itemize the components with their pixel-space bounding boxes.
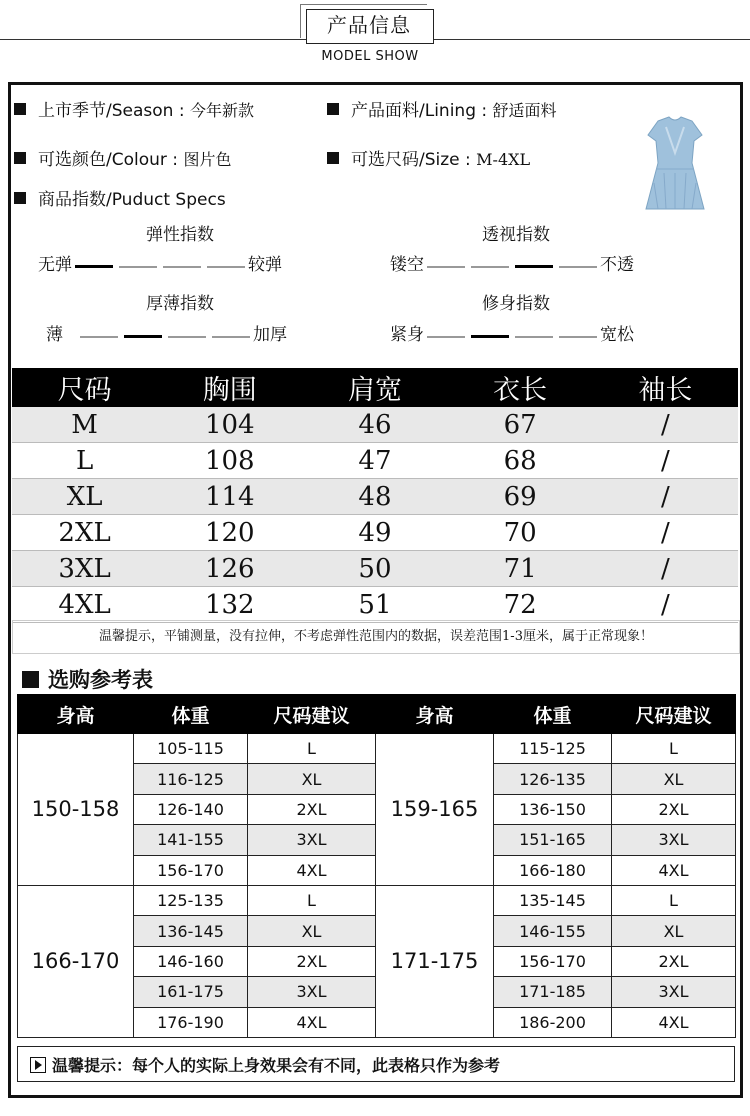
height-range: 171-175 — [376, 885, 494, 1037]
size-cell: 48 — [302, 479, 447, 515]
size-row — [12, 479, 738, 515]
size-cell: / — [593, 515, 738, 551]
size-cell: 47 — [302, 443, 447, 479]
size-advice: 2XL — [248, 946, 376, 976]
weight-range: 146-160 — [134, 946, 248, 976]
header-bust: 胸围 — [157, 368, 302, 407]
lining-info — [327, 96, 557, 121]
bullet-square-icon — [14, 192, 26, 204]
weight-range: 141-155 — [134, 825, 248, 855]
colour-value: 图片色 — [183, 150, 232, 169]
spec-segment — [163, 266, 201, 268]
size-cell: / — [593, 479, 738, 515]
size-advice: 2XL — [248, 794, 376, 824]
weight-range: 105-115 — [134, 734, 248, 764]
season-label: 上市季节/Season : — [38, 101, 185, 121]
spec-segment-active — [75, 265, 113, 268]
spec-segment-active — [515, 265, 553, 268]
weight-range: 151-165 — [494, 825, 612, 855]
header-title: 产品信息 — [327, 13, 411, 37]
size-cell: XL — [12, 479, 157, 515]
size-cell: 49 — [302, 515, 447, 551]
size-row — [12, 551, 738, 587]
spec-left-label: 薄 — [46, 325, 63, 345]
size-advice: 2XL — [612, 946, 736, 976]
height-range: 166-170 — [18, 885, 134, 1037]
size-cell: 2XL — [12, 515, 157, 551]
height-range: 159-165 — [376, 734, 494, 886]
spec-title: 弹性指数 — [146, 225, 214, 245]
size-advice: 3XL — [248, 977, 376, 1007]
spec-segment — [471, 266, 509, 268]
weight-range: 171-185 — [494, 977, 612, 1007]
reference-header — [18, 695, 736, 734]
size-cell: 69 — [448, 479, 593, 515]
height-range: 150-158 — [18, 734, 134, 886]
header-weight: 体重 — [134, 695, 248, 734]
size-advice: 4XL — [612, 1007, 736, 1037]
colour-info — [14, 145, 231, 170]
size-advice: 4XL — [248, 855, 376, 885]
size-cell: 71 — [448, 551, 593, 587]
size-cell: 114 — [157, 479, 302, 515]
size-row — [12, 407, 738, 443]
size-advice: 3XL — [612, 825, 736, 855]
colour-label: 可选颜色/Colour : — [38, 150, 179, 170]
size-cell: L — [12, 443, 157, 479]
spec-segment — [80, 336, 118, 338]
header-weight: 体重 — [494, 695, 612, 734]
header-shoulder: 肩宽 — [302, 368, 447, 407]
size-value: M-4XL — [476, 150, 531, 169]
header-length: 衣长 — [448, 368, 593, 407]
reference-note — [17, 1046, 735, 1082]
spec-scale — [77, 323, 253, 343]
weight-range: 161-175 — [134, 977, 248, 1007]
size-cell: 126 — [157, 551, 302, 587]
spec-scale — [72, 253, 248, 273]
size-cell: / — [593, 443, 738, 479]
spec-segment — [515, 336, 553, 338]
spec-segment — [207, 266, 245, 268]
size-cell: 108 — [157, 443, 302, 479]
spec-segment-active — [124, 335, 162, 338]
weight-range: 116-125 — [134, 764, 248, 794]
reference-table — [17, 694, 736, 1038]
size-table — [12, 368, 738, 623]
weight-range: 176-190 — [134, 1007, 248, 1037]
size-row — [12, 587, 738, 623]
weight-range: 115-125 — [494, 734, 612, 764]
spec-left-label: 紧身 — [390, 325, 424, 345]
lining-value: 舒适面料 — [492, 101, 557, 120]
size-cell: 120 — [157, 515, 302, 551]
size-info — [327, 145, 530, 170]
weight-range: 135-145 — [494, 885, 612, 915]
spec-segment — [119, 266, 157, 268]
size-cell: 70 — [448, 515, 593, 551]
weight-range: 126-140 — [134, 794, 248, 824]
bullet-square-icon — [22, 671, 39, 688]
size-cell: 68 — [448, 443, 593, 479]
spec-scale — [424, 323, 600, 343]
weight-range: 126-135 — [494, 764, 612, 794]
spec-title: 透视指数 — [482, 225, 550, 245]
spec-scale — [424, 253, 600, 273]
spec-segment — [559, 266, 597, 268]
product-image — [636, 113, 714, 213]
weight-range: 166-180 — [494, 855, 612, 885]
spec-segment — [427, 336, 465, 338]
header-size: 尺码 — [12, 368, 157, 407]
size-cell: 51 — [302, 587, 447, 623]
size-advice: 3XL — [612, 977, 736, 1007]
size-advice: XL — [612, 764, 736, 794]
size-advice: 4XL — [612, 855, 736, 885]
bullet-square-icon — [14, 103, 26, 115]
size-row — [12, 515, 738, 551]
size-cell: 72 — [448, 587, 593, 623]
size-cell: 132 — [157, 587, 302, 623]
size-label: 可选尺码/Size : — [351, 150, 471, 170]
weight-range: 125-135 — [134, 885, 248, 915]
spec-segment-active — [471, 335, 509, 338]
size-cell: 104 — [157, 407, 302, 443]
specs-info — [14, 185, 226, 210]
spec-right-label: 宽松 — [600, 325, 634, 345]
play-icon — [30, 1057, 46, 1073]
specs-label: 商品指数/Puduct Specs — [38, 190, 226, 210]
size-cell: / — [593, 551, 738, 587]
spec-right-label: 不透 — [600, 255, 634, 275]
size-advice: XL — [248, 916, 376, 946]
size-row — [12, 443, 738, 479]
spec-segment — [559, 336, 597, 338]
size-cell: 50 — [302, 551, 447, 587]
weight-range: 156-170 — [494, 946, 612, 976]
reference-row — [18, 885, 736, 915]
size-advice: 2XL — [612, 794, 736, 824]
size-cell: 67 — [448, 407, 593, 443]
size-cell: / — [593, 587, 738, 623]
spec-right-label: 加厚 — [253, 325, 287, 345]
size-table-header — [12, 368, 738, 407]
spec-left-label: 无弹 — [38, 255, 72, 275]
spec-segment — [427, 266, 465, 268]
size-advice: XL — [248, 764, 376, 794]
header-size-advice: 尺码建议 — [612, 695, 736, 734]
header-subtitle: MODEL SHOW — [321, 49, 419, 64]
weight-range: 136-145 — [134, 916, 248, 946]
weight-range: 156-170 — [134, 855, 248, 885]
weight-range: 186-200 — [494, 1007, 612, 1037]
size-advice: L — [612, 734, 736, 764]
size-cell: 46 — [302, 407, 447, 443]
season-info — [14, 96, 254, 121]
header-height: 身高 — [18, 695, 134, 734]
spec-segment — [168, 336, 206, 338]
header-sleeve: 袖长 — [593, 368, 738, 407]
size-cell: 3XL — [12, 551, 157, 587]
bullet-square-icon — [327, 152, 339, 164]
size-cell: M — [12, 407, 157, 443]
spec-right-label: 较弹 — [248, 255, 282, 275]
bullet-square-icon — [327, 103, 339, 115]
spec-left-label: 镂空 — [390, 255, 424, 275]
size-cell: / — [593, 407, 738, 443]
lining-label: 产品面料/Lining : — [351, 101, 488, 121]
reference-note-text: 温馨提示：每个人的实际上身效果会有不同，此表格只作为参考 — [52, 1056, 501, 1075]
bullet-square-icon — [14, 152, 26, 164]
measurement-note: 温馨提示，平铺测量，没有拉伸，不考虑弹性范围内的数据，误差范围1-3厘米，属于正常现象！ — [12, 620, 740, 654]
header-height: 身高 — [376, 695, 494, 734]
header-size-advice: 尺码建议 — [248, 695, 376, 734]
reference-title: 选购参考表 — [48, 668, 153, 692]
size-advice: L — [612, 885, 736, 915]
reference-row — [18, 734, 736, 764]
size-cell: 4XL — [12, 587, 157, 623]
size-advice: L — [248, 734, 376, 764]
spec-segment — [212, 336, 250, 338]
size-advice: L — [248, 885, 376, 915]
season-value: 今年新款 — [189, 101, 254, 120]
size-advice: 3XL — [248, 825, 376, 855]
size-advice: XL — [612, 916, 736, 946]
size-advice: 4XL — [248, 1007, 376, 1037]
spec-title: 厚薄指数 — [146, 294, 214, 314]
spec-title: 修身指数 — [482, 294, 550, 314]
weight-range: 136-150 — [494, 794, 612, 824]
reference-section-title — [22, 664, 153, 694]
weight-range: 146-155 — [494, 916, 612, 946]
